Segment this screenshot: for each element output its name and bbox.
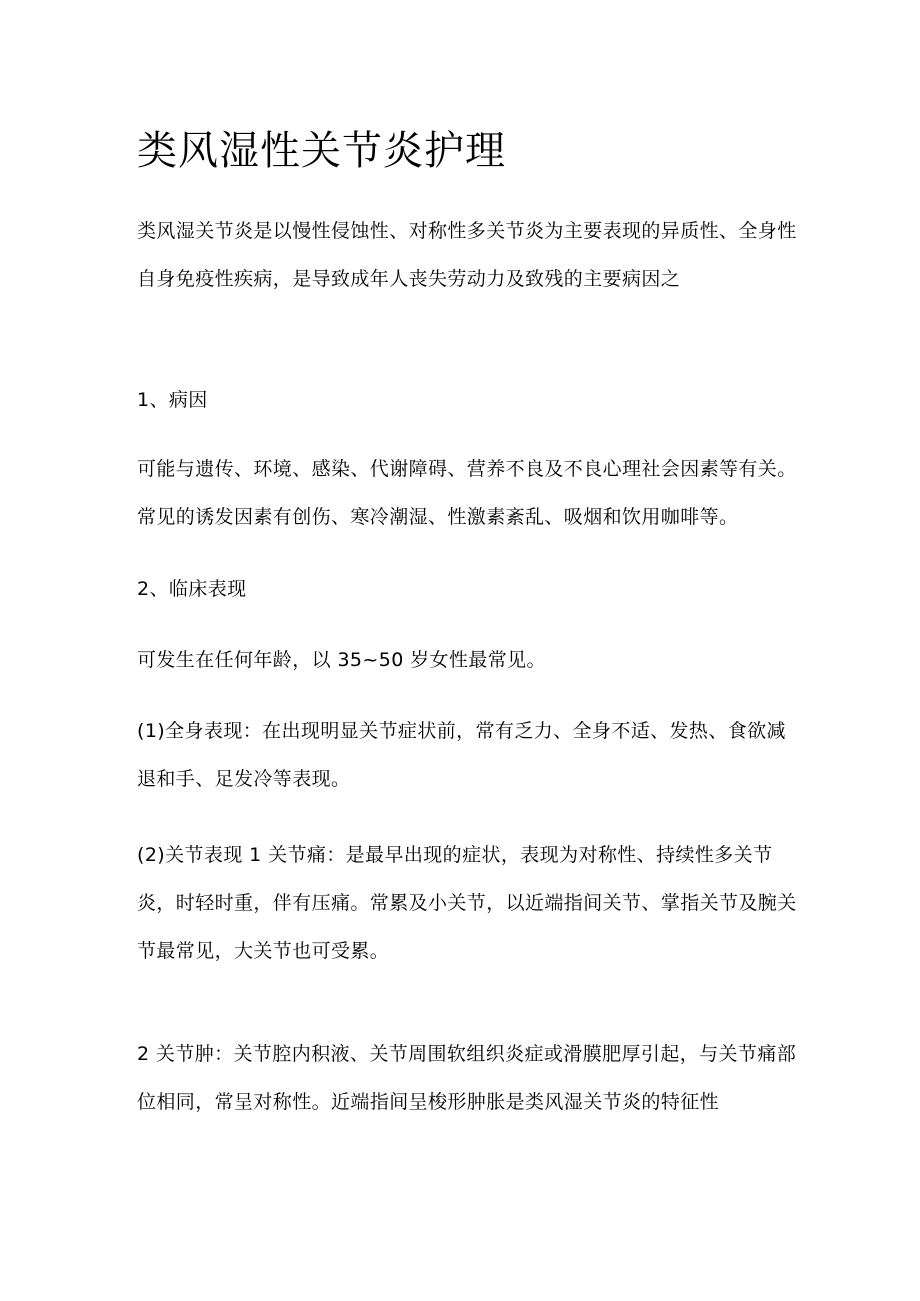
cause-paragraph: 可能与遗传、环境、感染、代谢障碍、营养不良及不良心理社会因素等有关。常见的诱发因素有创伤、寒冷潮湿、性激素紊乱、吸烟和饮用咖啡等。 — [137, 458, 797, 528]
intro-paragraph: 类风湿关节炎是以慢性侵蚀性、对称性多关节炎为主要表现的异质性、全身性自身免疫性疾病，是导致成年人丧失劳动力及致残的主要病因之 — [137, 220, 797, 290]
joint-swelling-paragraph: 2 关节肿：关节腔内积液、关节周围软组织炎症或滑膜肥厚引起，与关节痛部位相同，常呈对称性。近端指间呈梭形肿胀是类风湿关节炎的特征性 — [137, 1043, 797, 1113]
section-heading-cause: 1、病因 — [137, 389, 208, 411]
clinical-age-paragraph: 可发生在任何年龄，以 35~50 岁女性最常见。 — [137, 649, 546, 671]
document-title: 类风湿性关节炎护理 — [137, 128, 506, 174]
section-heading-clinical: 2、临床表现 — [137, 578, 247, 600]
joint-pain-paragraph: (2)关节表现 1 关节痛：是最早出现的症状，表现为对称性、持续性多关节炎，时轻时重，伴有压痛。常累及小关节，以近端指间关节、掌指关节及腕关节最常见，大关节也可受累。 — [137, 844, 797, 962]
systemic-symptoms-paragraph: (1)全身表现：在出现明显关节症状前，常有乏力、全身不适、发热、食欲减退和手、足发冷等表现。 — [137, 720, 786, 790]
